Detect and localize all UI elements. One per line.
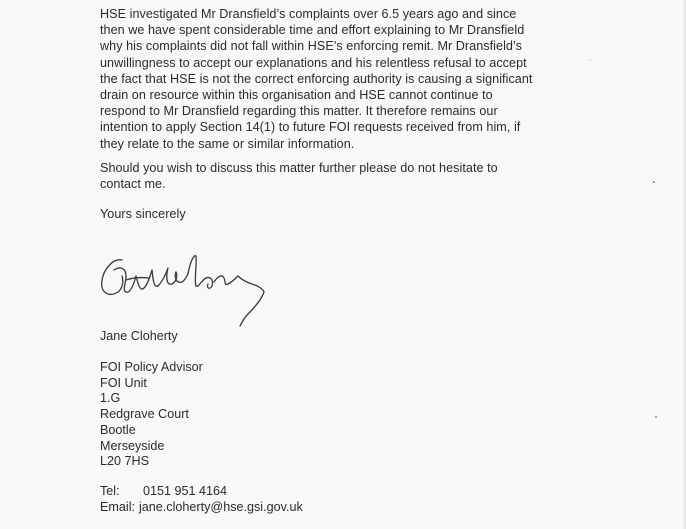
telephone-row <box>100 484 303 500</box>
paragraph-line: why his complaints did not fall within HSE’s enforcing remit. Mr Dransfield’s <box>100 39 522 54</box>
scan-speck <box>590 60 591 61</box>
address-line: Merseyside <box>100 438 165 453</box>
paragraph-line: contact me. <box>100 177 166 192</box>
paragraph-line: the fact that HSE is not the correct enforcing authority is causing a significant <box>100 71 533 86</box>
address-line: Bootle <box>100 422 136 437</box>
body-paragraph-2 <box>100 160 498 192</box>
department: FOI Unit <box>100 375 147 390</box>
paragraph-line: respond to Mr Dransfield regarding this matter. It therefore remains our <box>100 104 498 119</box>
email-row <box>100 500 303 516</box>
email-value: jane.cloherty@hse.gsi.gov.uk <box>139 499 303 514</box>
paragraph-line: Should you wish to discuss this matter further please do not hesitate to <box>100 161 498 175</box>
address-line: 1.G <box>100 391 121 406</box>
tel-value: 0151 951 4164 <box>143 484 228 498</box>
postcode: L20 7HS <box>100 454 150 469</box>
closing-salutation: Yours sincerely <box>100 207 186 221</box>
tel-label: Tel: <box>100 484 120 498</box>
paragraph-line: then we have spent considerable time and effort explaining to Mr Dransfield <box>100 23 525 38</box>
job-title: FOI Policy Advisor <box>100 360 203 374</box>
paragraph-line: HSE investigated Mr Dransfield’s complaints over 6.5 years ago and since <box>100 7 517 21</box>
paragraph-line: they relate to the same or similar information. <box>100 136 355 151</box>
signer-address-block <box>100 360 203 470</box>
scan-speck <box>653 181 655 183</box>
signer-name: Jane Cloherty <box>100 329 178 343</box>
scan-speck <box>655 416 657 418</box>
handwritten-signature <box>96 240 276 330</box>
paragraph-line: intention to apply Section 14(1) to future FOI requests received from him, if <box>100 120 521 135</box>
address-line: Redgrave Court <box>100 407 189 422</box>
email-label: Email: <box>100 499 135 514</box>
contact-details <box>100 484 303 515</box>
body-paragraph-1 <box>100 6 532 152</box>
paragraph-line: unwillingness to accept our explanations and his relentless refusal to accept <box>100 55 527 70</box>
paragraph-line: drain on resource within this organisation and HSE cannot continue to <box>100 88 493 103</box>
